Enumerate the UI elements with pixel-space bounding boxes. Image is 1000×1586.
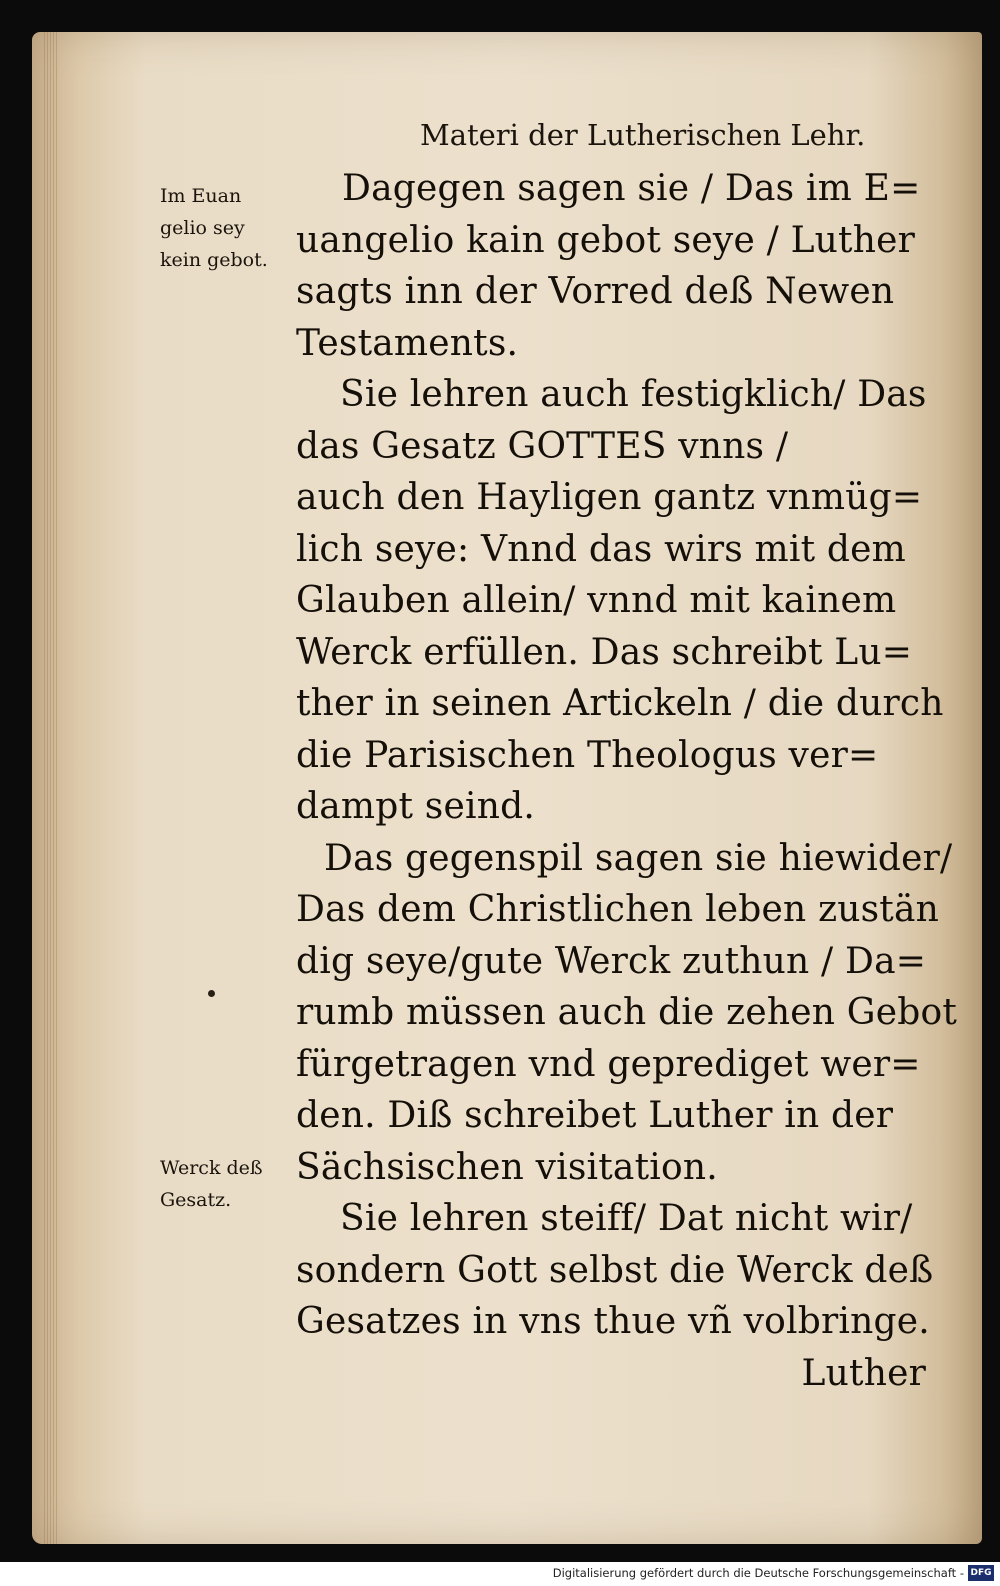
- text-line: den. Diß schreibet Luther in der: [296, 1095, 894, 1136]
- text-line: auch den Hayligen gantz vnmüg=: [296, 477, 923, 518]
- text-line: Werck erfüllen. Das schreibt Lu=: [296, 631, 913, 673]
- text-line: Das dem Christlichen leben zustän: [296, 889, 940, 930]
- text-line: uangelio kain gebot seye / Luther: [296, 219, 916, 261]
- text-line: Testaments.: [296, 322, 519, 364]
- text-line: Glauben allein/ vnnd mit kainem: [296, 580, 897, 621]
- body-text: [296, 163, 956, 1399]
- page-edge: [44, 32, 58, 1544]
- text-line: rumb müssen auch die zehen Gebot: [296, 992, 958, 1033]
- margin-note-gebot: Im Euan gelio sey kein gebot.: [160, 185, 268, 271]
- text-line: Sie lehren steiff/ Dat nicht wir/: [340, 1198, 913, 1239]
- text-line: fürgetragen vnd geprediget wer=: [296, 1043, 921, 1085]
- footer-credit: Digitalisierung gefördert durch die Deutsche Forschungsgemeinschaft -: [552, 1566, 964, 1580]
- text-line: Das gegenspil sagen sie hiewider/: [324, 837, 953, 879]
- text-line: dig seye/gute Werck zuthun / Da=: [296, 940, 927, 982]
- text-line: dampt seind.: [296, 786, 535, 827]
- margin-note-werck: Werck deß Gesatz.: [160, 1157, 263, 1211]
- text-line: das Gesatz GOTTES vnns /: [296, 425, 789, 467]
- text-line: lich seye: Vnnd das wirs mit dem: [296, 528, 906, 570]
- text-line: Sie lehren auch festigklich/ Das: [340, 374, 927, 415]
- dfg-logo: DFG: [968, 1565, 994, 1581]
- catchword: Luther: [801, 1352, 926, 1394]
- text-line: Dagegen sagen sie / Das im E=: [342, 168, 921, 209]
- text-line: ther in seinen Artickeln / die durch: [296, 683, 944, 724]
- margin-mark: [208, 990, 215, 997]
- text-line: die Parisischen Theologus ver=: [296, 734, 879, 776]
- running-head: Materi der Lutherischen Lehr.: [420, 118, 866, 152]
- text-line: Gesatzes in vns thue vñ volbringe.: [296, 1301, 930, 1342]
- text-line: sondern Gott selbst die Werck deß: [296, 1249, 934, 1291]
- text-line: Sächsischen visitation.: [296, 1146, 718, 1188]
- text-line: sagts inn der Vorred deß Newen: [296, 271, 895, 312]
